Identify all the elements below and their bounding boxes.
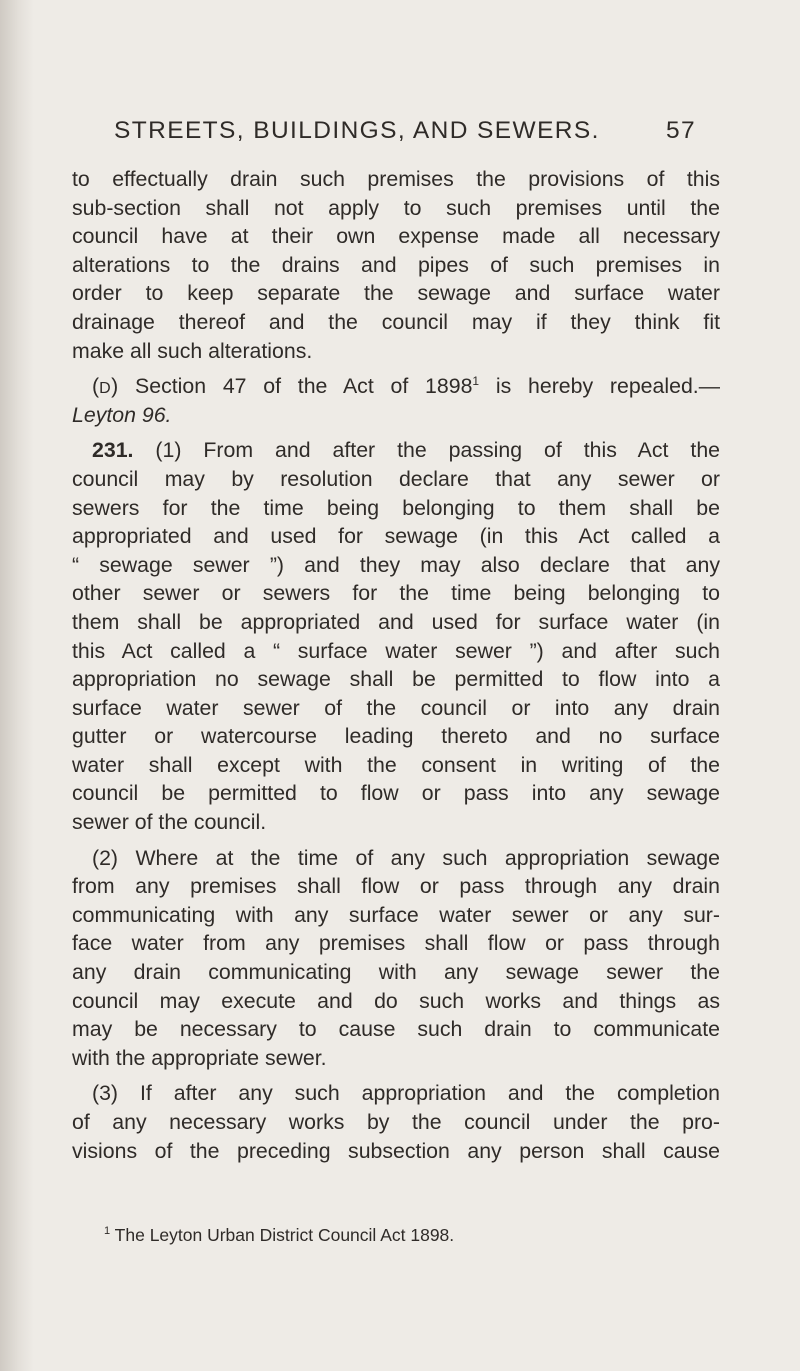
text-line: sewers for the time being belonging to them shall be (72, 495, 720, 520)
text-line: to effectually drain such premises the provisions of this (72, 167, 720, 191)
text-line: make all such alterations. (72, 338, 313, 363)
text-line (72, 436, 720, 465)
running-title: STREETS, BUILDINGS, AND SEWERS. (114, 117, 600, 144)
text-line: face water from any premises shall flow or pass through (72, 931, 720, 956)
page-binding-shadow (0, 0, 34, 1371)
subsection-text: Section 47 of the Act of 1898 (135, 374, 473, 399)
text-line: them shall be appropriated and used for surface water (in (72, 609, 720, 634)
paragraph-subsection-3 (72, 1079, 720, 1165)
text-line: water shall except with the consent in writing of the (72, 752, 720, 777)
text-line: (3) If after any such appropriation and the completion (92, 1081, 720, 1106)
text-line: communicating with any surface water sewer or any sur- (72, 902, 720, 927)
text-line: drainage thereof and the council may if they think fit (72, 309, 720, 334)
paragraph-subsection-2 (72, 844, 720, 1073)
text-line: from any premises shall flow or pass through any drain (72, 874, 720, 899)
text-line: surface water sewer of the council or into any drain (72, 695, 720, 720)
paragraph-section-231 (72, 436, 720, 836)
text-line: sewer of the council. (72, 810, 267, 835)
running-header (114, 117, 714, 149)
text-line: “ sewage sewer ”) and they may also declare that any (72, 552, 720, 577)
text-line: any drain communicating with any sewage sewer the (72, 960, 720, 985)
text-line: (D) Section 47 of the Act of 1898$^1$ is hereby repealed.— (92, 374, 720, 399)
footnote-marker: 1 (104, 1225, 111, 1237)
text-line: council be permitted to flow or pass into any sewage (72, 781, 720, 806)
subsection-text-end: is hereby repealed.— (495, 374, 720, 399)
text-line: may be necessary to cause such drain to communicate (72, 1017, 720, 1042)
section-text: (1) From and after the passing of this Act the (155, 438, 720, 463)
text-line: council have at their own expense made all necessary (72, 224, 720, 249)
text-line: appropriation no sewage shall be permitted to flow into a (72, 667, 720, 692)
text-line (72, 401, 720, 430)
text-line: visions of the preceding subsection any person shall cause (72, 1138, 720, 1163)
footnote-reference: 1 (472, 374, 480, 389)
text-line: of any necessary works by the council under the pro- (72, 1110, 720, 1134)
text-line: council may execute and do such works and things as (72, 988, 720, 1013)
text-line: alterations to the drains and pipes of such premises in (72, 252, 720, 277)
text-line: order to keep separate the sewage and surface water (72, 281, 720, 306)
text-line: appropriated and used for sewage (in this Act called a (72, 524, 720, 549)
subsection-marker: D (99, 380, 112, 398)
source-citation: Leyton 96. (72, 402, 172, 427)
footnote-text: The Leyton Urban District Council Act 1898. (114, 1225, 455, 1245)
footnote (104, 1223, 454, 1247)
text-line: (2) Where at the time of any such appropriation sewage (92, 845, 720, 870)
page-number: 57 (666, 117, 697, 144)
page-body (72, 165, 720, 1165)
text-line: sub-section shall not apply to such premises until the (72, 195, 720, 220)
section-number: 231. (92, 438, 134, 463)
text-line: other sewer or sewers for the time being belonging to (72, 581, 720, 606)
paragraph-continuation (72, 165, 720, 365)
paragraph-subsection-d (72, 372, 720, 429)
text-line: council may by resolution declare that any sewer or (72, 466, 720, 491)
text-line: with the appropriate sewer. (72, 1045, 327, 1070)
text-line: this Act called a “ surface water sewer ”) and after such (72, 638, 720, 663)
text-line: gutter or watercourse leading thereto and no surface (72, 724, 720, 749)
